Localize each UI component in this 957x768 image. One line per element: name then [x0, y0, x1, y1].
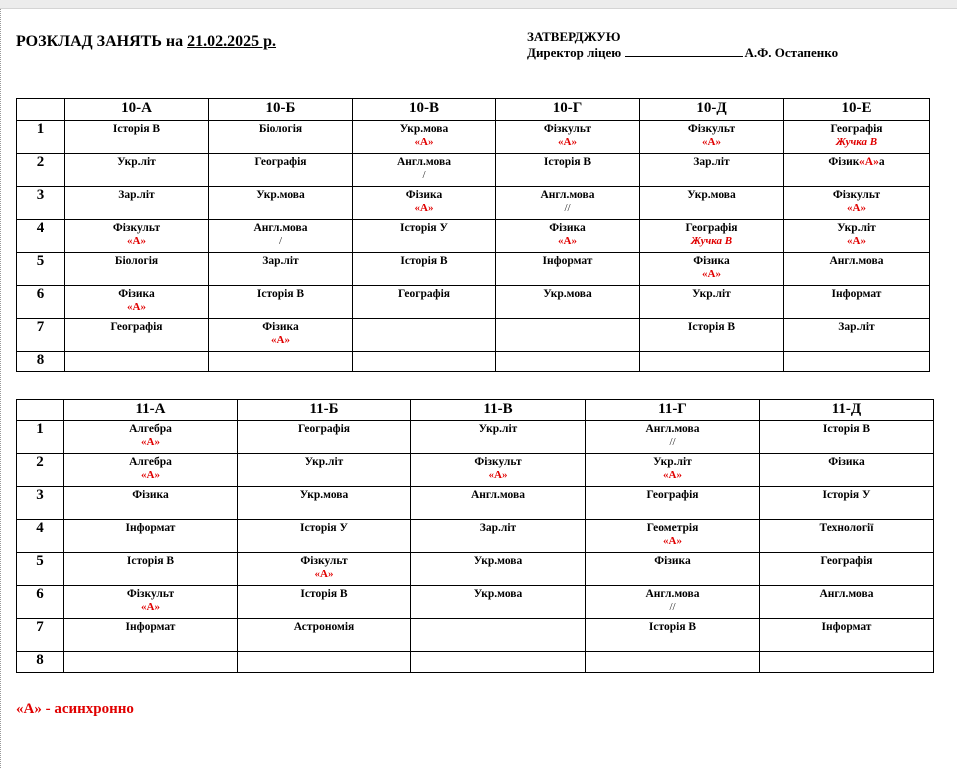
class-header: 10-В: [353, 99, 496, 121]
subject-name: [65, 352, 208, 353]
lesson-cell: [784, 253, 930, 286]
subject-name: [353, 319, 495, 320]
lesson-cell: [640, 352, 784, 372]
async-mark: «А»: [141, 601, 160, 613]
lesson-cell: [784, 220, 930, 253]
lesson-cell: [238, 652, 411, 673]
lesson-number: 4: [17, 520, 64, 553]
lesson-cell: [353, 154, 496, 187]
subject-name: Геометрія: [646, 522, 699, 534]
subject-name: Англ.мова: [253, 222, 308, 234]
subject-name: Фізкульт: [300, 555, 348, 567]
subject-name: [411, 619, 585, 620]
subject-name: Географія: [820, 555, 873, 567]
lesson-cell: [238, 553, 411, 586]
subject-name: Географія: [397, 288, 451, 300]
lesson-cell: [65, 121, 209, 154]
subject-name: Фізика: [118, 288, 155, 300]
subject-name: Англ.мова: [540, 189, 595, 201]
schedule-table-grade10: [16, 98, 930, 372]
subject-name: [209, 352, 352, 353]
lesson-cell: [496, 220, 640, 253]
subject-name: Англ.мова: [470, 489, 525, 501]
subject-name: Фізика: [262, 321, 299, 333]
lesson-cell: [64, 520, 238, 553]
lesson-cell: [496, 319, 640, 352]
subject-name: Інформат: [542, 255, 593, 267]
lesson-cell: [64, 553, 238, 586]
subject-name: Укр.мова: [473, 555, 523, 567]
lesson-cell: [238, 619, 411, 652]
lesson-cell: [411, 454, 586, 487]
lesson-cell: [640, 253, 784, 286]
subject-name: Укр.мова: [473, 588, 523, 600]
lesson-cell: [784, 286, 930, 319]
async-mark: «А»: [847, 202, 866, 214]
lesson-cell: [760, 586, 934, 619]
lesson-cell: [640, 319, 784, 352]
group-split-mark: //: [669, 601, 676, 613]
subject-name: Історія В: [126, 555, 175, 567]
lesson-number: 1: [17, 421, 64, 454]
corner-cell: [17, 400, 64, 421]
table-header: [17, 400, 934, 421]
lesson-cell: [760, 454, 934, 487]
director-name: А.Ф. Остапенко: [744, 45, 839, 60]
subject-name: Інформат: [821, 621, 872, 633]
subject-name: Укр.літ: [304, 456, 344, 468]
subject-name: Зар.літ: [479, 522, 517, 534]
subject-name: Історія В: [648, 621, 697, 633]
subject-name: Історія В: [687, 321, 736, 333]
legend-async: «А» - асинхронно: [16, 701, 134, 717]
async-mark: «А»: [702, 268, 721, 280]
lesson-cell: [238, 421, 411, 454]
lesson-cell: [586, 487, 760, 520]
table-body: [17, 121, 930, 372]
lesson-row: [17, 421, 934, 454]
subject-name: Укр.літ: [837, 222, 876, 234]
async-mark: «А»: [558, 235, 577, 247]
corner-cell: [17, 99, 65, 121]
subject-name: Історія В: [543, 156, 592, 168]
subject-name: Алгебра: [129, 423, 172, 435]
lesson-cell: [238, 520, 411, 553]
approve-label: ЗАТВЕРДЖУЮ: [527, 29, 621, 44]
subject-name: Укр.мова: [399, 123, 449, 135]
lesson-cell: [760, 553, 934, 586]
subject-name: Технології: [819, 522, 874, 534]
lesson-number: 3: [17, 487, 64, 520]
lesson-cell: [238, 487, 411, 520]
subject-name: Англ.мова: [645, 423, 700, 435]
subject-name: Зар.літ: [693, 156, 730, 168]
lesson-row: [17, 652, 934, 673]
subject-name: Біологія: [114, 255, 159, 267]
subject-name: Біологія: [258, 123, 303, 135]
subject-name: [411, 652, 585, 653]
lesson-cell: [353, 220, 496, 253]
lesson-cell: [65, 187, 209, 220]
lesson-cell: [411, 487, 586, 520]
subject-name: Укр.літ: [692, 288, 731, 300]
schedule-table-grade11: [16, 399, 934, 673]
lesson-cell: [586, 520, 760, 553]
lesson-number: 3: [17, 187, 65, 220]
subject-name: Укр.літ: [117, 156, 156, 168]
lesson-cell: [353, 352, 496, 372]
subject-name: [640, 352, 783, 353]
subject-name: Географія: [646, 489, 699, 501]
subject-name: [496, 352, 639, 353]
lesson-number: 5: [17, 253, 65, 286]
lesson-cell: [65, 352, 209, 372]
group-split-mark: //: [564, 202, 571, 214]
lesson-cell: [640, 187, 784, 220]
subject-name: Географія: [110, 321, 163, 333]
subject-name: [353, 352, 495, 353]
subject-name: Англ.мова: [829, 255, 884, 267]
subject-name: Історія У: [300, 522, 348, 534]
lesson-row: [17, 187, 930, 220]
subject-name: Укр.мова: [543, 288, 592, 300]
lesson-cell: [209, 187, 353, 220]
subject-name: [760, 652, 933, 653]
lesson-cell: [496, 187, 640, 220]
director-label: Директор ліцею: [527, 45, 625, 60]
lesson-row: [17, 454, 934, 487]
lesson-cell: [784, 319, 930, 352]
lesson-cell: [640, 220, 784, 253]
lesson-row: [17, 553, 934, 586]
subject-name: Інформат: [831, 288, 882, 300]
lesson-row: [17, 220, 930, 253]
lesson-cell: [209, 253, 353, 286]
lesson-number: 6: [17, 286, 65, 319]
async-mark: «А»: [558, 136, 577, 148]
subject-name: Фізика: [693, 255, 730, 267]
lesson-cell: [411, 652, 586, 673]
subject-name: Укр.мова: [299, 489, 349, 501]
class-header: 10-А: [65, 99, 209, 121]
subject-name: [784, 352, 929, 353]
subject-name: Фізкульт: [543, 123, 592, 135]
class-header: 10-Д: [640, 99, 784, 121]
table-header: [17, 99, 930, 121]
lesson-cell: [586, 619, 760, 652]
subject-name: Укр.мова: [256, 189, 305, 201]
lesson-cell: [760, 619, 934, 652]
subject-name: Інформат: [125, 522, 176, 534]
lesson-cell: [411, 586, 586, 619]
lesson-cell: [640, 121, 784, 154]
lesson-row: [17, 352, 930, 372]
lesson-cell: [353, 121, 496, 154]
approval-block: [527, 29, 838, 61]
page-margin-guide: [0, 9, 2, 768]
header-row: [17, 400, 934, 421]
subject-part: а: [878, 156, 885, 168]
group-split-mark: /: [422, 169, 426, 181]
director-line: [527, 45, 838, 61]
lesson-cell: [238, 586, 411, 619]
subject-name: Історія У: [400, 222, 448, 234]
lesson-cell: [209, 319, 353, 352]
lesson-cell: [784, 187, 930, 220]
class-header: 10-Б: [209, 99, 353, 121]
lesson-row: [17, 121, 930, 154]
subject-name: Географія: [830, 123, 883, 135]
subject-name: Фізика: [828, 456, 865, 468]
lesson-cell: [209, 352, 353, 372]
subject-name: Астрономія: [293, 621, 355, 633]
subject-name: Зар.літ: [838, 321, 875, 333]
lesson-cell: [209, 121, 353, 154]
group-split-mark: /: [278, 235, 283, 247]
lesson-row: [17, 319, 930, 352]
async-mark: «А»: [859, 156, 879, 168]
lesson-cell: [760, 520, 934, 553]
async-mark: «А»: [663, 535, 682, 547]
title-prefix: РОЗКЛАД ЗАНЯТЬ на: [16, 33, 188, 50]
subject-name: Англ.мова: [819, 588, 874, 600]
lesson-cell: [353, 319, 496, 352]
lesson-cell: [64, 586, 238, 619]
lesson-cell: [65, 286, 209, 319]
lesson-cell: [64, 421, 238, 454]
lesson-cell: [496, 154, 640, 187]
lesson-cell: [411, 619, 586, 652]
class-header: 11-А: [64, 400, 238, 421]
subject-name: [784, 154, 929, 169]
subject-name: Історія В: [822, 423, 871, 435]
lesson-cell: [209, 154, 353, 187]
lesson-row: [17, 154, 930, 187]
lesson-number: 8: [17, 652, 64, 673]
subject-name: Укр.літ: [653, 456, 692, 468]
async-mark: «А»: [127, 301, 146, 313]
teacher-note: Жучка В: [690, 235, 733, 247]
subject-name: Фізкульт: [112, 222, 161, 234]
lesson-cell: [65, 253, 209, 286]
lesson-cell: [586, 586, 760, 619]
lesson-cell: [496, 121, 640, 154]
lesson-cell: [65, 154, 209, 187]
lesson-row: [17, 487, 934, 520]
lesson-cell: [640, 286, 784, 319]
lesson-cell: [209, 220, 353, 253]
subject-part: Фізик: [828, 156, 860, 168]
lesson-cell: [760, 652, 934, 673]
lesson-cell: [760, 487, 934, 520]
lesson-row: [17, 619, 934, 652]
lesson-cell: [353, 253, 496, 286]
lesson-cell: [784, 154, 930, 187]
subject-name: Зар.літ: [262, 255, 299, 267]
subject-name: Англ.мова: [396, 156, 451, 168]
class-header: 10-Г: [496, 99, 640, 121]
async-mark: «А»: [141, 436, 160, 448]
lesson-cell: [238, 454, 411, 487]
viewer-top-bar: [0, 0, 957, 9]
subject-name: Історія У: [822, 489, 871, 501]
lesson-cell: [64, 619, 238, 652]
subject-name: Історія В: [112, 123, 161, 135]
lesson-cell: [784, 121, 930, 154]
lesson-number: 5: [17, 553, 64, 586]
lesson-number: 2: [17, 454, 64, 487]
subject-name: Фізика: [405, 189, 443, 201]
lesson-number: 2: [17, 154, 65, 187]
subject-name: Фізика: [654, 555, 691, 567]
subject-name: Історія В: [256, 288, 305, 300]
lesson-cell: [65, 319, 209, 352]
class-header: 10-Е: [784, 99, 930, 121]
subject-name: Фізика: [132, 489, 169, 501]
lesson-cell: [586, 652, 760, 673]
lesson-cell: [586, 454, 760, 487]
lesson-cell: [64, 487, 238, 520]
lesson-row: [17, 520, 934, 553]
lesson-number: 7: [17, 619, 64, 652]
subject-name: Алгебра: [129, 456, 172, 468]
subject-name: Зар.літ: [118, 189, 155, 201]
subject-name: Географія: [297, 423, 351, 435]
subject-name: [496, 319, 639, 320]
lesson-cell: [760, 421, 934, 454]
subject-name: Історія В: [400, 255, 448, 267]
teacher-note: Жучка В: [835, 136, 878, 148]
subject-name: Фізкульт: [832, 189, 881, 201]
lesson-cell: [496, 253, 640, 286]
class-header: 11-Д: [760, 400, 934, 421]
class-header: 11-Б: [238, 400, 411, 421]
async-mark: «А»: [127, 235, 146, 247]
lesson-row: [17, 253, 930, 286]
async-mark: «А»: [141, 469, 160, 481]
lesson-cell: [496, 286, 640, 319]
subject-name: Англ.мова: [645, 588, 700, 600]
async-mark: «А»: [702, 136, 721, 148]
lesson-cell: [586, 553, 760, 586]
lesson-cell: [64, 454, 238, 487]
group-split-mark: //: [669, 436, 676, 448]
lesson-cell: [586, 421, 760, 454]
lesson-cell: [640, 154, 784, 187]
lesson-number: 6: [17, 586, 64, 619]
class-header: 11-Г: [586, 400, 760, 421]
lesson-cell: [496, 352, 640, 372]
async-mark: «А»: [663, 469, 682, 481]
subject-name: Історія В: [300, 588, 348, 600]
async-mark: «А»: [414, 202, 434, 214]
subject-name: Укр.літ: [478, 423, 518, 435]
signature-line: [625, 47, 743, 57]
lesson-row: [17, 286, 930, 319]
lesson-cell: [209, 286, 353, 319]
subject-name: [238, 652, 410, 653]
async-mark: «А»: [314, 568, 334, 580]
lesson-row: [17, 586, 934, 619]
async-mark: «А»: [488, 469, 508, 481]
lesson-cell: [411, 520, 586, 553]
async-mark: «А»: [414, 136, 434, 148]
subject-name: [64, 652, 237, 653]
schedule-title: [16, 33, 276, 51]
subject-name: [586, 652, 759, 653]
lesson-cell: [411, 421, 586, 454]
lesson-cell: [353, 187, 496, 220]
lesson-number: 4: [17, 220, 65, 253]
class-header: 11-В: [411, 400, 586, 421]
async-mark: «А»: [271, 334, 290, 346]
subject-name: Фізика: [549, 222, 586, 234]
lesson-cell: [353, 286, 496, 319]
subject-name: Укр.мова: [687, 189, 736, 201]
async-mark: «А»: [847, 235, 866, 247]
title-date: 21.02.2025 р.: [187, 33, 277, 50]
subject-name: Географія: [254, 156, 307, 168]
lesson-cell: [411, 553, 586, 586]
subject-name: Фізкульт: [687, 123, 736, 135]
lesson-cell: [65, 220, 209, 253]
subject-name: Інформат: [125, 621, 176, 633]
lesson-cell: [64, 652, 238, 673]
table-body: [17, 421, 934, 673]
subject-name: Фізкульт: [126, 588, 175, 600]
lesson-number: 8: [17, 352, 65, 372]
lesson-number: 7: [17, 319, 65, 352]
subject-name: Фізкульт: [474, 456, 522, 468]
header-row: [17, 99, 930, 121]
subject-name: Географія: [685, 222, 738, 234]
lesson-cell: [784, 352, 930, 372]
lesson-number: 1: [17, 121, 65, 154]
